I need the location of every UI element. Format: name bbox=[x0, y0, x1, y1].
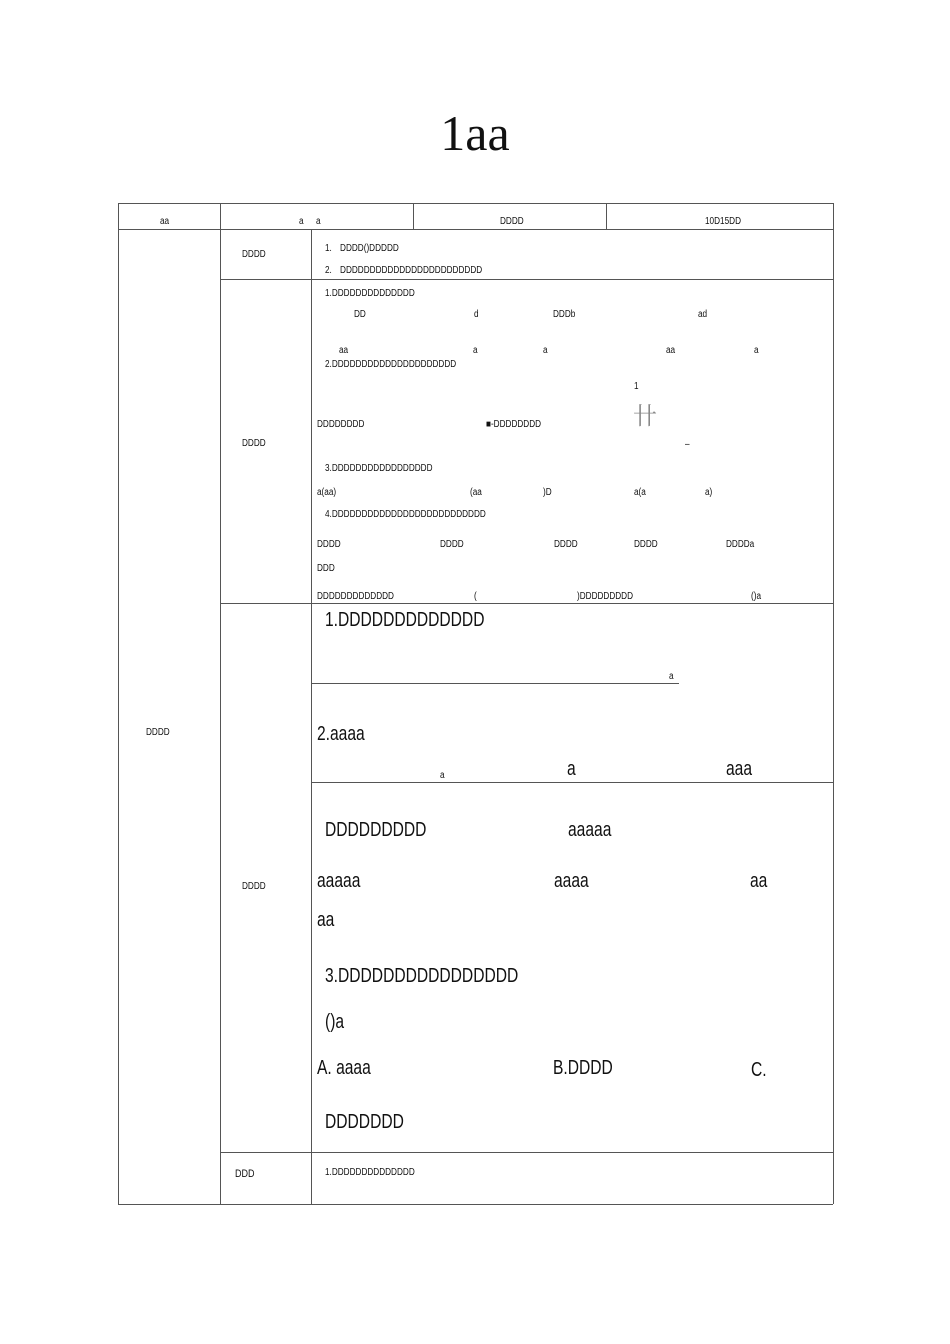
header-cell-2b: a bbox=[316, 216, 321, 227]
row2-l7-e: a) bbox=[705, 487, 713, 498]
row2-line-4: 2.DDDDDDDDDDDDDDDDDDDDD bbox=[325, 359, 457, 370]
left-section-label: DDDD bbox=[146, 727, 170, 738]
row2-l9-b: DDDD bbox=[440, 539, 464, 550]
row1-label: DDDD bbox=[242, 249, 266, 260]
row2-l11-b: ( bbox=[474, 591, 477, 602]
row2-l5-b: ■-DDDDDDDD bbox=[486, 419, 542, 430]
row3-q3-opt-b: B.DDDD bbox=[553, 1057, 613, 1079]
row3-q2c-c: aa bbox=[750, 870, 768, 892]
row2-l7-a: a(aa) bbox=[317, 487, 337, 498]
row3-q2-opt-3: aaa bbox=[726, 758, 753, 780]
row2-l9-a: DDDD bbox=[317, 539, 341, 550]
row2-l9-c: DDDD bbox=[554, 539, 578, 550]
row3-question-2: 2.aaaa bbox=[317, 723, 365, 745]
row2-line-6: 3.DDDDDDDDDDDDDDDDD bbox=[325, 463, 433, 474]
row2-l2-d: ad bbox=[698, 309, 708, 320]
row3-q2c-b: aaaa bbox=[554, 870, 589, 892]
row2-l3-c: a bbox=[543, 345, 548, 356]
row4-item-1: 1.DDDDDDDDDDDDDD bbox=[325, 1167, 415, 1178]
row2-l5-a: DDDDDDDD bbox=[317, 419, 365, 430]
row3-q3-opt-c: C. bbox=[751, 1059, 767, 1081]
row2-l7-d: a(a bbox=[634, 487, 646, 498]
row1-item-1: 1. DDDD()DDDDD bbox=[325, 243, 399, 254]
row2-l11-c: )DDDDDDDDD bbox=[577, 591, 634, 602]
row3-q2-opt-1: a bbox=[440, 770, 445, 781]
row3-q3-blank: ()a bbox=[325, 1011, 345, 1033]
row2-l11-a: DDDDDDDDDDDDD bbox=[317, 591, 394, 602]
row3-q2d: aa bbox=[317, 909, 335, 931]
header-cell-2a: a bbox=[299, 216, 304, 227]
row2-l2-b: d bbox=[474, 309, 479, 320]
row2-label: DDDD bbox=[242, 438, 266, 449]
row2-l3-e: a bbox=[754, 345, 759, 356]
gate-glyph-icon: 卄 bbox=[633, 403, 657, 430]
page-title: 1aa bbox=[440, 105, 510, 161]
row2-l9-e: DDDDa bbox=[726, 539, 755, 550]
row2-l3-a: aa bbox=[339, 345, 349, 356]
row2-l7-b: (aa bbox=[470, 487, 482, 498]
row3-question-1: 1.DDDDDDDDDDDDD bbox=[325, 609, 485, 631]
row2-l2-a: DD bbox=[354, 309, 366, 320]
row2-l3-d: aa bbox=[666, 345, 676, 356]
row2-line-8: 4.DDDDDDDDDDDDDDDDDDDDDDDDDD bbox=[325, 509, 486, 520]
row2-dash: – bbox=[685, 439, 690, 450]
row3-label: DDDD bbox=[242, 881, 266, 892]
row2-l9-d: DDDD bbox=[634, 539, 658, 550]
row2-l7-c: )D bbox=[543, 487, 552, 498]
row3-q1-answer: a bbox=[669, 671, 674, 682]
row2-line-1: 1.DDDDDDDDDDDDDD bbox=[325, 288, 415, 299]
row3-q2-opt-2: a bbox=[567, 758, 576, 780]
row1-item-2: 2. DDDDDDDDDDDDDDDDDDDDDDDD bbox=[325, 265, 483, 276]
row3-q2b-b: aaaaa bbox=[568, 819, 612, 841]
row3-q2b-a: DDDDDDDDD bbox=[325, 819, 427, 841]
row2-l2-c: DDDb bbox=[553, 309, 576, 320]
row2-l5-number: 1 bbox=[634, 381, 639, 392]
row3-q2c-a: aaaaa bbox=[317, 870, 361, 892]
row3-q3-opt-a: A. aaaa bbox=[317, 1057, 371, 1079]
header-cell-1: aa bbox=[160, 216, 170, 227]
row4-label: DDD bbox=[235, 1168, 255, 1180]
row3-question-3: 3.DDDDDDDDDDDDDDDD bbox=[325, 965, 519, 987]
header-cell-4: 10D15DD bbox=[705, 216, 742, 227]
row2-line-10: DDD bbox=[317, 563, 335, 574]
row2-l11-d: ()a bbox=[751, 591, 762, 602]
header-cell-3: DDDD bbox=[500, 216, 524, 227]
row2-l3-b: a bbox=[473, 345, 478, 356]
row3-q3-continuation: DDDDDDD bbox=[325, 1111, 404, 1133]
